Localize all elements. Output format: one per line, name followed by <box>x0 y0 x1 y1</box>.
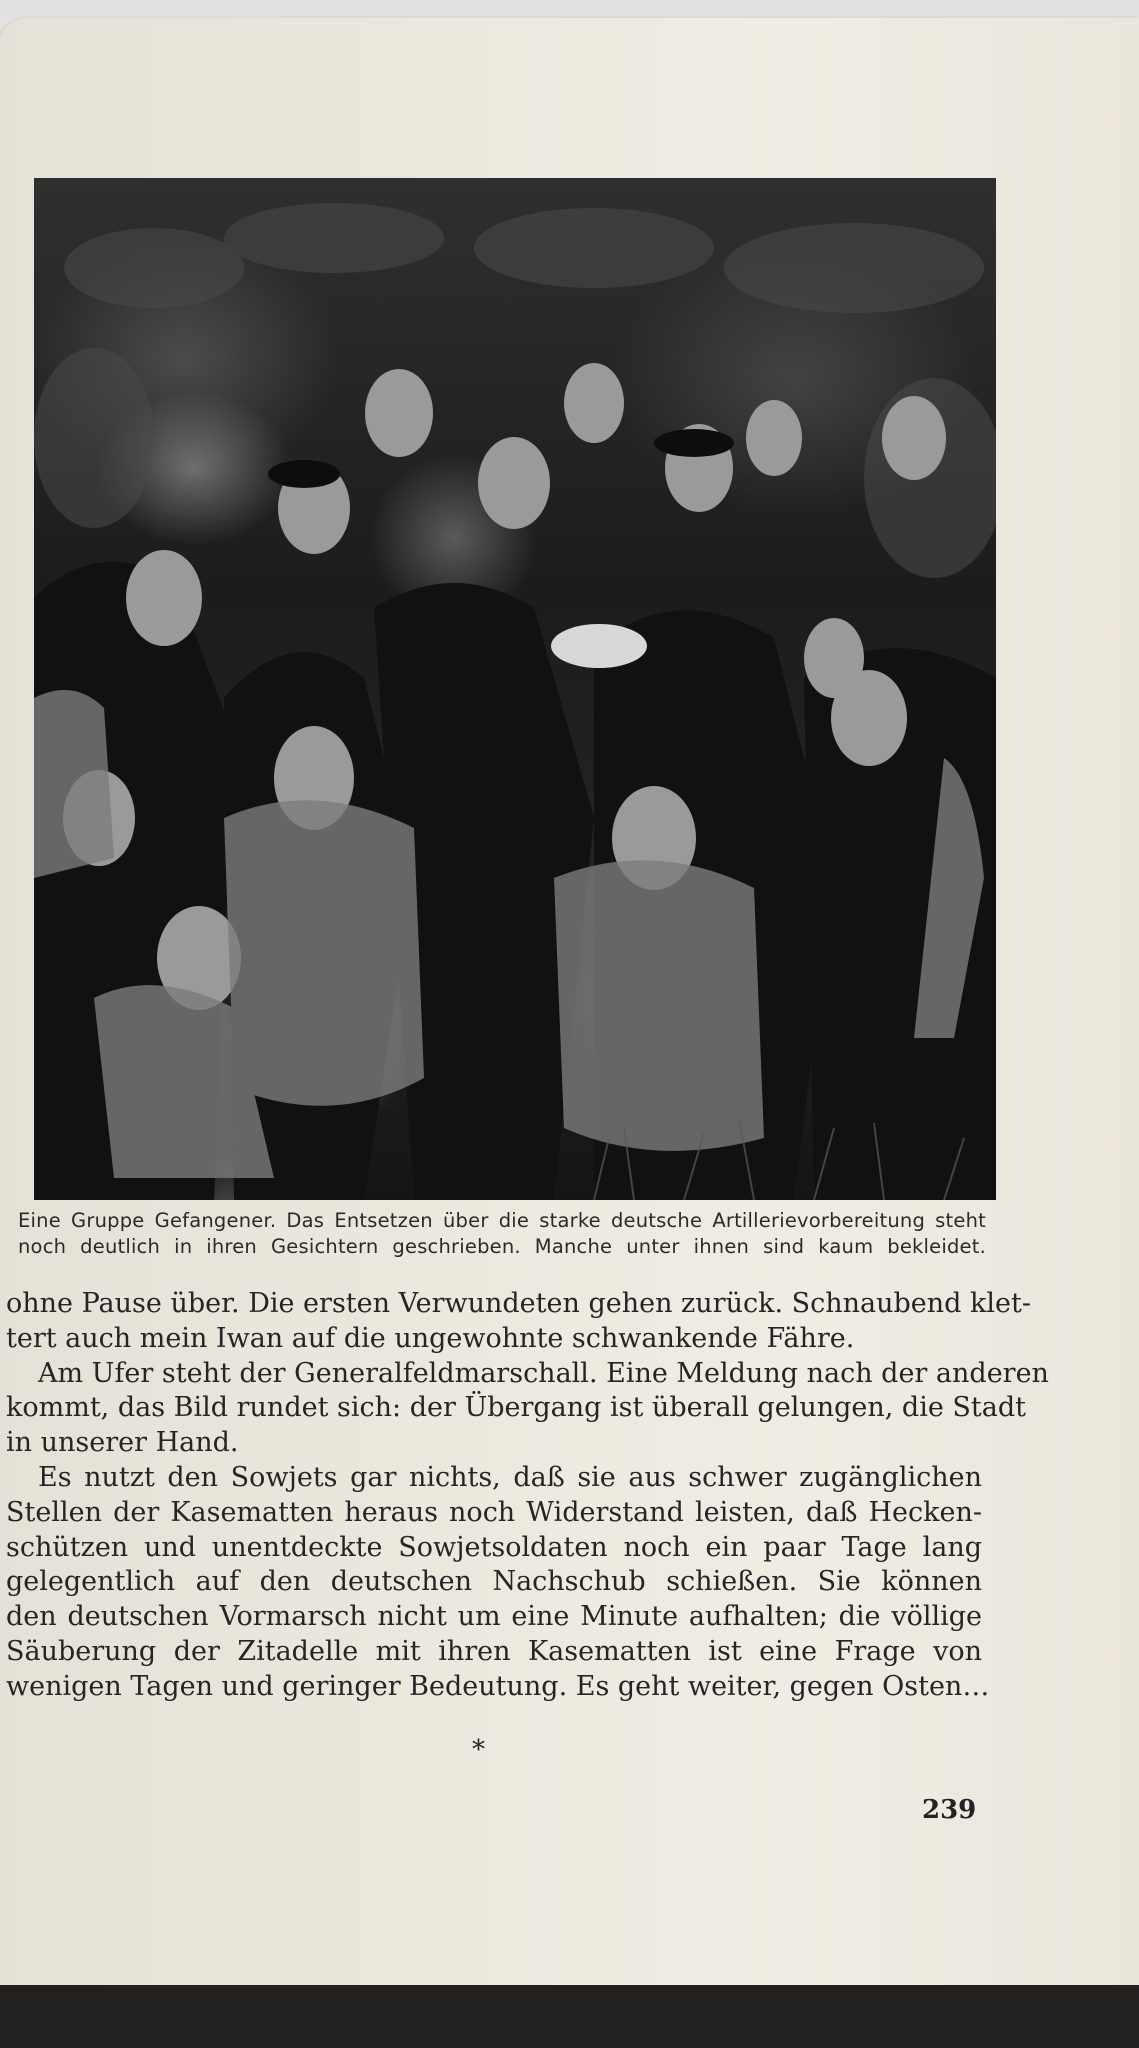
body-text <box>6 1287 1049 1705</box>
body-line: Am Ufer steht der Generalfeldmarschall. Eine Meldung nach der anderen <box>38 1357 1049 1389</box>
prisoners-photograph <box>34 178 996 1200</box>
body-line: wenigen Tagen und geringer Bedeutung. Es geht weiter, gegen Osten… <box>6 1670 990 1702</box>
section-separator: * <box>472 1735 485 1765</box>
body-line: ohne Pause über. Die ersten Verwundeten gehen zurück. Schnaubend klet- <box>6 1288 1031 1319</box>
body-line: schützen und unentdeckte Sowjetsoldaten noch ein paar Tage lang <box>6 1531 982 1563</box>
body-line: in unserer Hand. <box>6 1427 239 1459</box>
body-line: kommt, das Bild rundet sich: der Übergang ist überall gelungen, die Stadt <box>6 1392 1026 1424</box>
caption-line-1: Eine Gruppe Gefangener. Das Entsetzen über die starke deutsche Artillerievorbereitung steht <box>18 1209 986 1232</box>
body-line: Säuberung der Zitadelle mit ihren Kasematten ist eine Frage von <box>6 1635 982 1667</box>
caption-line-2: noch deutlich in ihren Gesichtern geschrieben. Manche unter ihnen sind kaum bekleidet. <box>18 1235 986 1258</box>
body-line: tert auch mein Iwan auf die ungewohnte schwankende Fähre. <box>6 1322 855 1354</box>
page-number: 239 <box>922 1795 977 1825</box>
background-bottom <box>0 1985 1139 2048</box>
body-line: Stellen der Kasematten heraus noch Widerstand leisten, daß Hecken- <box>6 1496 982 1528</box>
photo-caption <box>18 1208 986 1260</box>
body-line: gelegentlich auf den deutschen Nachschub schießen. Sie können <box>6 1566 982 1598</box>
photo-figures <box>34 178 996 1200</box>
body-line: Es nutzt den Sowjets gar nichts, daß sie aus schwer zugänglichen <box>38 1461 982 1493</box>
body-line: den deutschen Vormarsch nicht um eine Minute aufhalten; die völlige <box>6 1601 982 1633</box>
